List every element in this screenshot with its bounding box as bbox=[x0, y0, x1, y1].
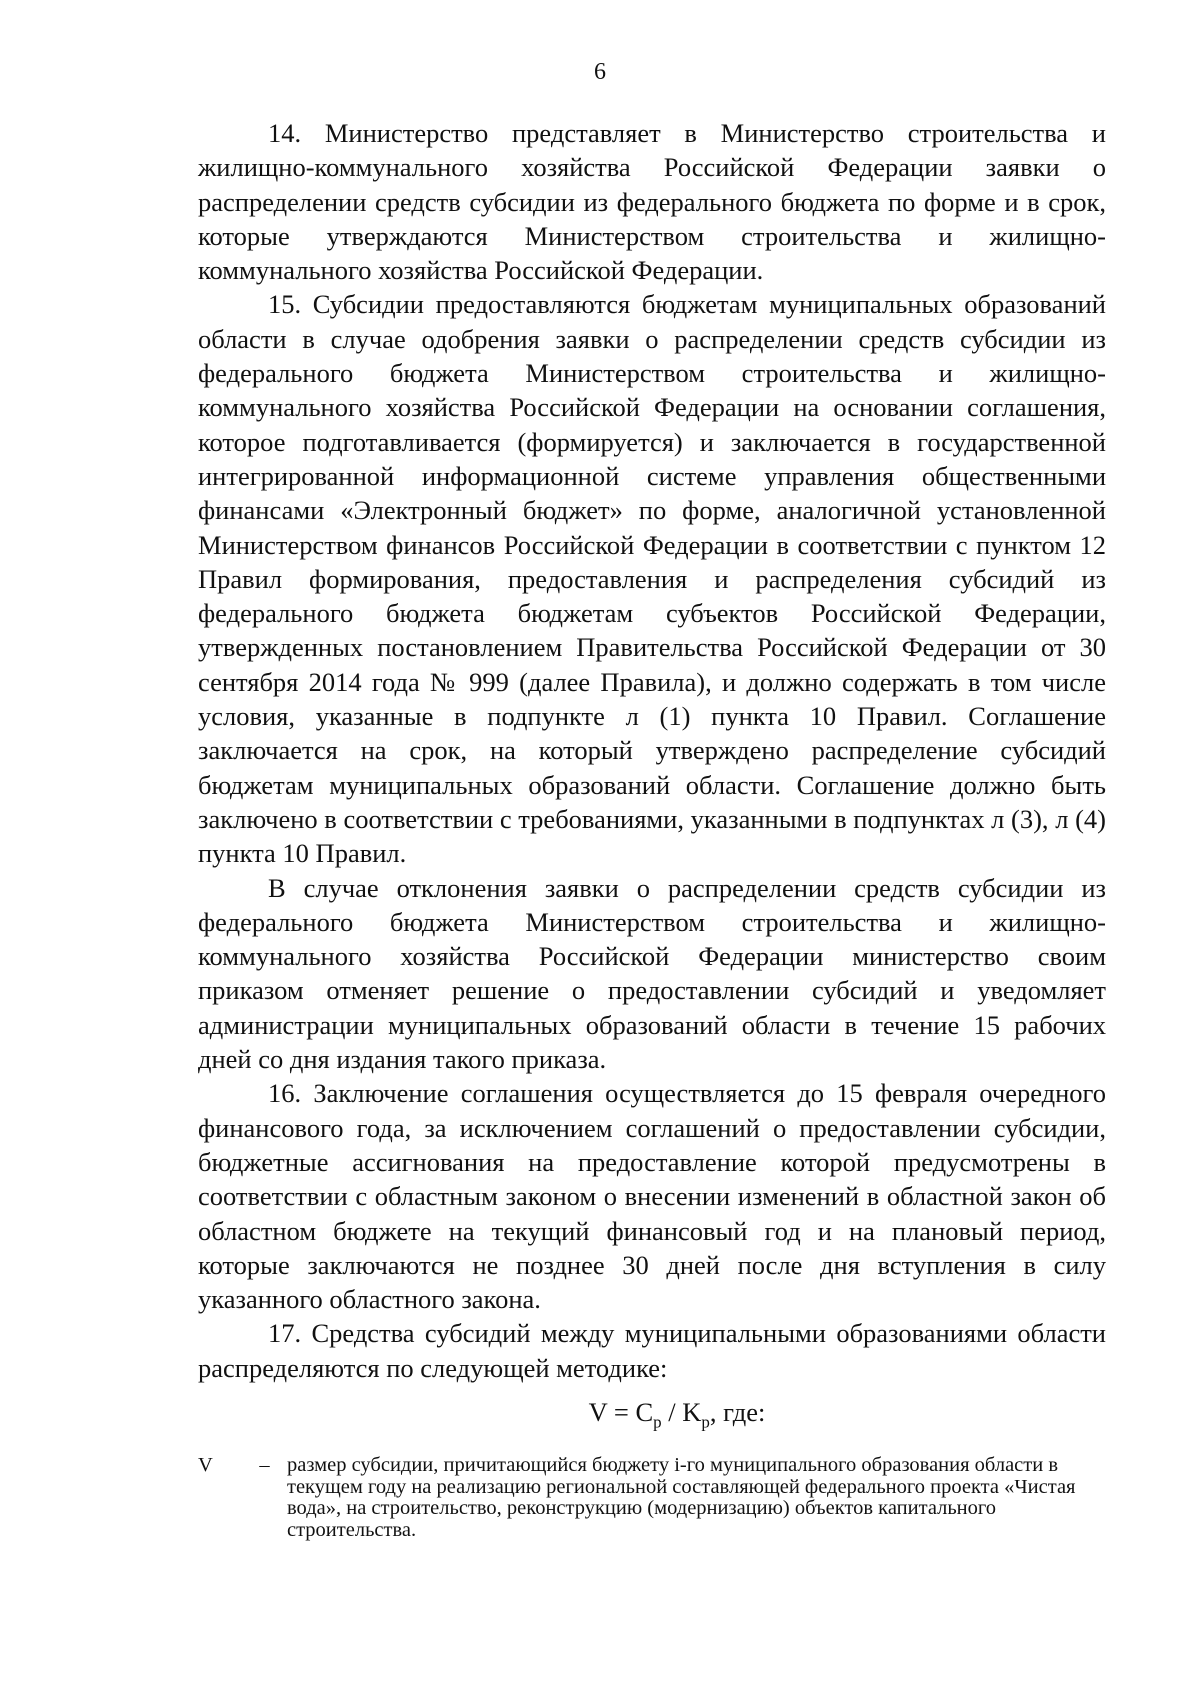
formula-tail: , где: bbox=[709, 1396, 766, 1427]
definition-dash: – bbox=[259, 1454, 270, 1476]
definition-row bbox=[198, 1455, 1106, 1541]
formula-subscript-1: p bbox=[653, 1412, 662, 1432]
paragraph-14: 14. Министерство представляет в Министерство строительства и жилищно-коммунального хозяйства Российской Федерации заявки о распределении средств субсидии из федерального бюджета по форме и в срок, которые утверждаются Министерством строительства и жилищно-коммунального хозяйства Российской Федерации. bbox=[198, 118, 1106, 286]
paragraph-17: 17. Средства субсидий между муниципальными образованиями области распределяются по следующей методике: bbox=[198, 1318, 1106, 1383]
page-number: 6 bbox=[594, 59, 606, 85]
formula-definitions bbox=[198, 1455, 1106, 1541]
paragraph-16: 16. Заключение соглашения осуществляется до 15 февраля очередного финансового года, за исключением соглашений о предоставлении субсидии, бюджетные ассигнования на предоставление которой предусмотрены в соответствии с областным законом о внесении изменений в областной закон об областном бюджете на текущий финансовый год и на плановый период, которые заключаются не позднее 30 дней после дня вступления в силу указанного областного закона. bbox=[198, 1078, 1106, 1315]
formula-subscript-2: p bbox=[701, 1412, 710, 1432]
definition-term: V bbox=[198, 1454, 213, 1476]
formula-lhs: V = C bbox=[588, 1396, 654, 1427]
document-body bbox=[198, 116, 1106, 1443]
paragraph-15: 15. Субсидии предоставляются бюджетам муниципальных образований области в случае одобрения заявки о распределении средств субсидии из федерального бюджета Министерством строительства и жилищно-коммунального хозяйства Российской Федерации на основании соглашения, которое подготавливается (формируется) и заключается в государственной интегрированной информационной системе управления общественными финансами «Электронный бюджет» по форме, аналогичной установленной Министерством финансов Российской Федерации в соответствии с пунктом 12 Правил формирования, предоставления и распределения субсидий из федерального бюджета бюджетам субъектов Российской Федерации, утвержденных постановлением Правительства Российской Федерации от 30 сентября 2014 года № 999 (далее Правила), и должно содержать в том числе условия, указанные в подпункте л (1) пункта 10 Правил. Соглашение заключается на срок, на который утверждено распределение субсидий бюджетам муниципальных образований области. Соглашение должно быть заключено в соответствии с требованиями, указанными в подпунктах л (3), л (4) пункта 10 Правил. bbox=[198, 289, 1106, 869]
definition-text: размер субсидии, причитающийся бюджету i-го муниципального образования области в текущем году на реализацию региональной составляющей федерального проекта «Чистая вода», на строительство, реконструкцию (модернизацию) объектов капитального строительства. bbox=[287, 1454, 1076, 1541]
subsidy-formula bbox=[198, 1395, 1106, 1432]
formula-mid: / K bbox=[661, 1396, 702, 1427]
paragraph-15-rejection: В случае отклонения заявки о распределении средств субсидии из федерального бюджета Министерством строительства и жилищно-коммунального хозяйства Российской Федерации министерство своим приказом отменяет решение о предоставлении субсидий и уведомляет администрации муниципальных образований области в течение 15 рабочих дней со дня издания такого приказа. bbox=[198, 872, 1106, 1075]
